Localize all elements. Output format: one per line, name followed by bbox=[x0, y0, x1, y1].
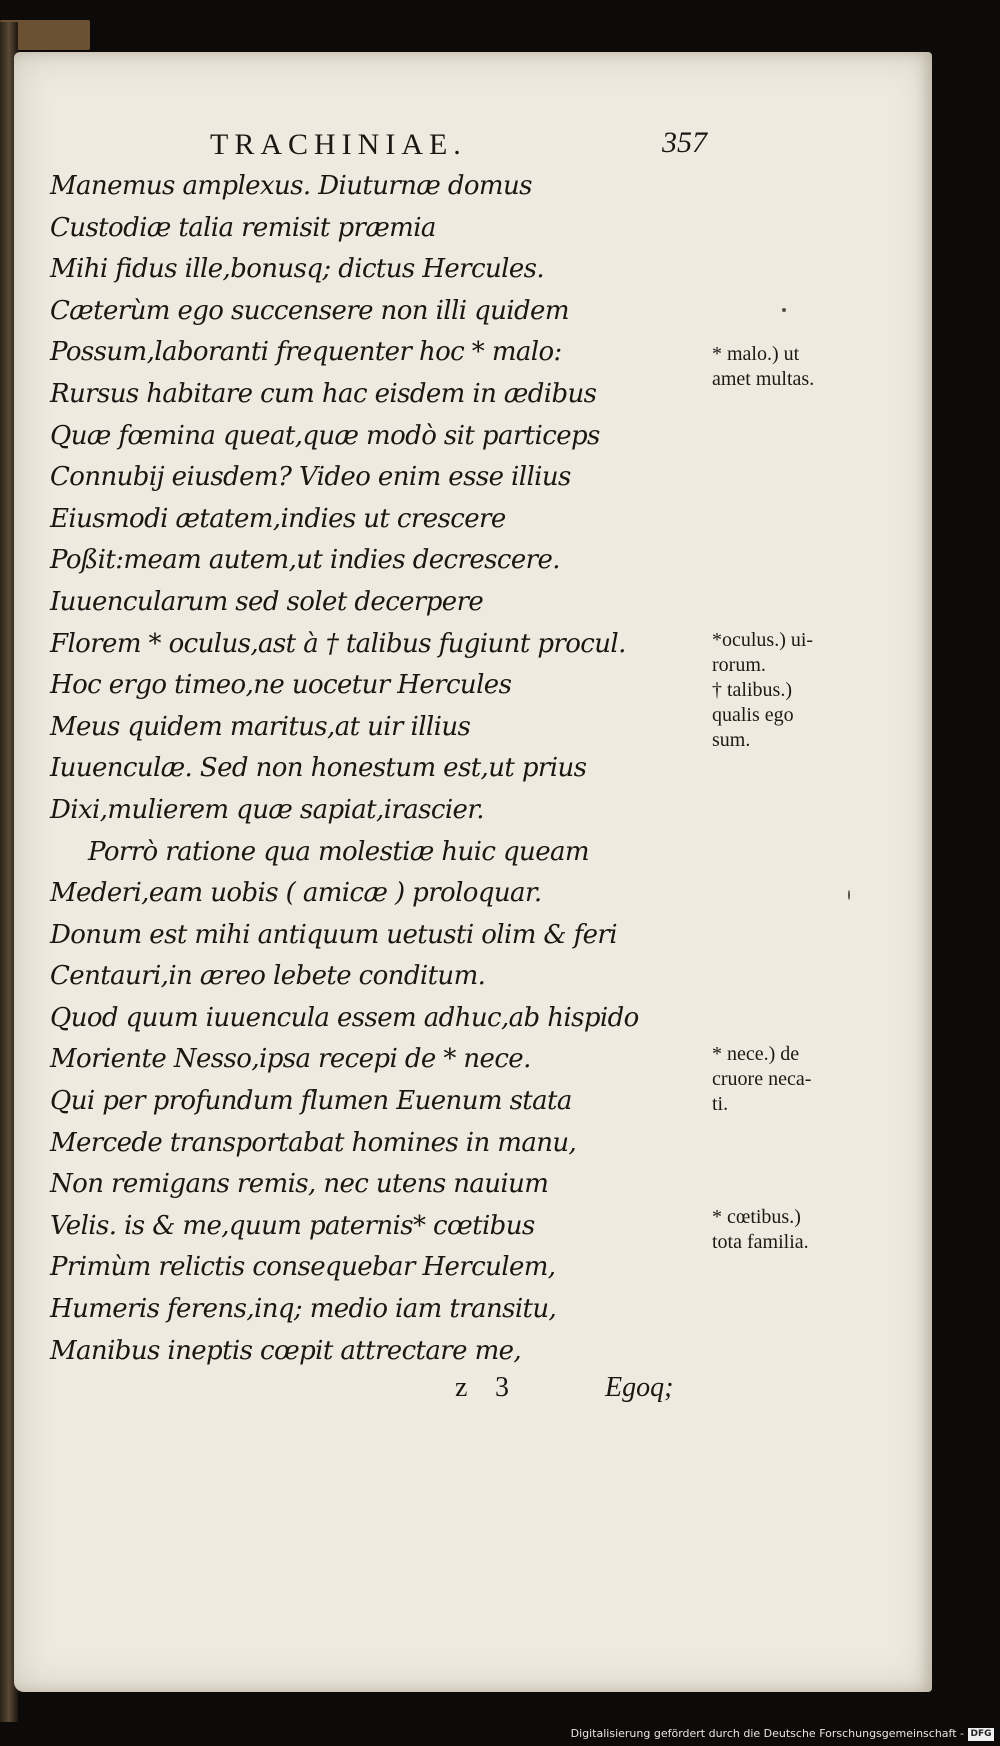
note-line: * cœtibus.) bbox=[712, 1206, 801, 1228]
verse-line-21: Quod quum iuuencula essem adhuc,ab hispido bbox=[50, 1002, 639, 1033]
page-catchwords bbox=[455, 1372, 673, 1404]
page-number: 357 bbox=[662, 126, 707, 159]
verse-line-23: Qui per profundum flumen Euenum stata bbox=[50, 1086, 572, 1117]
verse-line-6: Rursus habitare cum hac eisdem in ædibus bbox=[50, 378, 597, 409]
verse-line-12: Florem * oculus,ast à † talibus fugiunt procul. bbox=[50, 628, 626, 659]
verse-line-24: Mercede transportabat homines in manu, bbox=[50, 1127, 577, 1158]
verse-line-16: Dixi,mulierem quæ sapiat,irascier. bbox=[50, 794, 484, 825]
verse-line-25: Non remigans remis, nec utens nauium bbox=[50, 1169, 549, 1200]
verse-line-5: Possum,laboranti frequenter hoc * malo: bbox=[50, 337, 562, 368]
signature-number: 3 bbox=[495, 1372, 509, 1403]
verse-line-19: Donum est mihi antiquum uetusti olim & feri bbox=[50, 919, 617, 950]
paper-speck bbox=[782, 308, 786, 312]
signature-mark: z bbox=[455, 1372, 468, 1403]
catchword: Egoq; bbox=[605, 1372, 674, 1403]
verse-line-13: Hoc ergo timeo,ne uocetur Hercules bbox=[50, 670, 512, 701]
verse-line-10: Poßit:meam autem,ut indies decrescere. bbox=[50, 545, 560, 576]
verse-block bbox=[50, 166, 690, 1372]
note-line: *oculus.) ui- bbox=[712, 629, 814, 651]
note-line: * nece.) de bbox=[712, 1043, 800, 1065]
verse-line-7: Quæ fœmina queat,quæ modò sit particeps bbox=[50, 420, 600, 451]
verse-line-14: Meus quidem maritus,at uir illius bbox=[50, 711, 471, 742]
note-line: * malo.) ut bbox=[712, 343, 800, 365]
verse-line-9: Eiusmodi ætatem,indies ut crescere bbox=[50, 503, 506, 534]
verse-line-26: Velis. is & me,quum paternis* cœtibus bbox=[50, 1210, 535, 1241]
verse-line-29: Manibus ineptis cœpit attrectare me, bbox=[50, 1335, 522, 1366]
note-line: rorum. bbox=[712, 654, 766, 676]
verse-line-8: Connubij eiusdem? Video enim esse illius bbox=[50, 462, 571, 493]
dfg-logo: DFG bbox=[968, 1728, 994, 1741]
verse-line-20: Centauri,in æreo lebete conditum. bbox=[50, 961, 486, 992]
note-line: ti. bbox=[712, 1093, 729, 1115]
verse-line-27: Primùm relictis consequebar Herculem, bbox=[50, 1252, 556, 1283]
verse-line-4: Cæterùm ego succensere non illi quidem bbox=[50, 295, 569, 326]
margin-note-oculus-talibus bbox=[712, 628, 872, 753]
paper-speck bbox=[848, 890, 850, 900]
verse-line-1: Manemus amplexus. Diuturnæ domus bbox=[50, 171, 532, 201]
verse-line-2: Custodiæ talia remisit præmia bbox=[50, 212, 436, 243]
digitization-credit: Digitalisierung gefördert durch die Deutsche Forschungsgemeinschaft - bbox=[570, 1727, 964, 1740]
note-line: amet multas. bbox=[712, 368, 815, 390]
note-line: sum. bbox=[712, 729, 751, 751]
verse-line-18: Mederi,eam uobis ( amicæ ) proloquar. bbox=[50, 878, 542, 909]
note-line: qualis ego bbox=[712, 704, 794, 726]
note-line: † talibus.) bbox=[712, 679, 792, 701]
running-head: TRACHINIAE. bbox=[210, 128, 467, 161]
margin-note-coetibus bbox=[712, 1205, 872, 1255]
margin-note-nece bbox=[712, 1042, 872, 1117]
margin-note-malo bbox=[712, 342, 872, 392]
verse-line-15: Iuuenculæ. Sed non honestum est,ut prius bbox=[50, 753, 587, 784]
verse-line-11: Iuuencularum sed solet decerpere bbox=[50, 586, 484, 617]
note-line: tota familia. bbox=[712, 1231, 809, 1253]
verse-line-17: Porrò ratione qua molestiæ huic queam bbox=[88, 836, 589, 867]
verse-line-28: Humeris ferens,inq; medio iam transitu, bbox=[50, 1294, 557, 1325]
verse-line-3: Mihi fidus ille,bonusq; dictus Hercules. bbox=[50, 254, 545, 285]
verse-line-22: Moriente Nesso,ipsa recepi de * nece. bbox=[50, 1044, 531, 1075]
note-line: cruore neca- bbox=[712, 1068, 812, 1090]
